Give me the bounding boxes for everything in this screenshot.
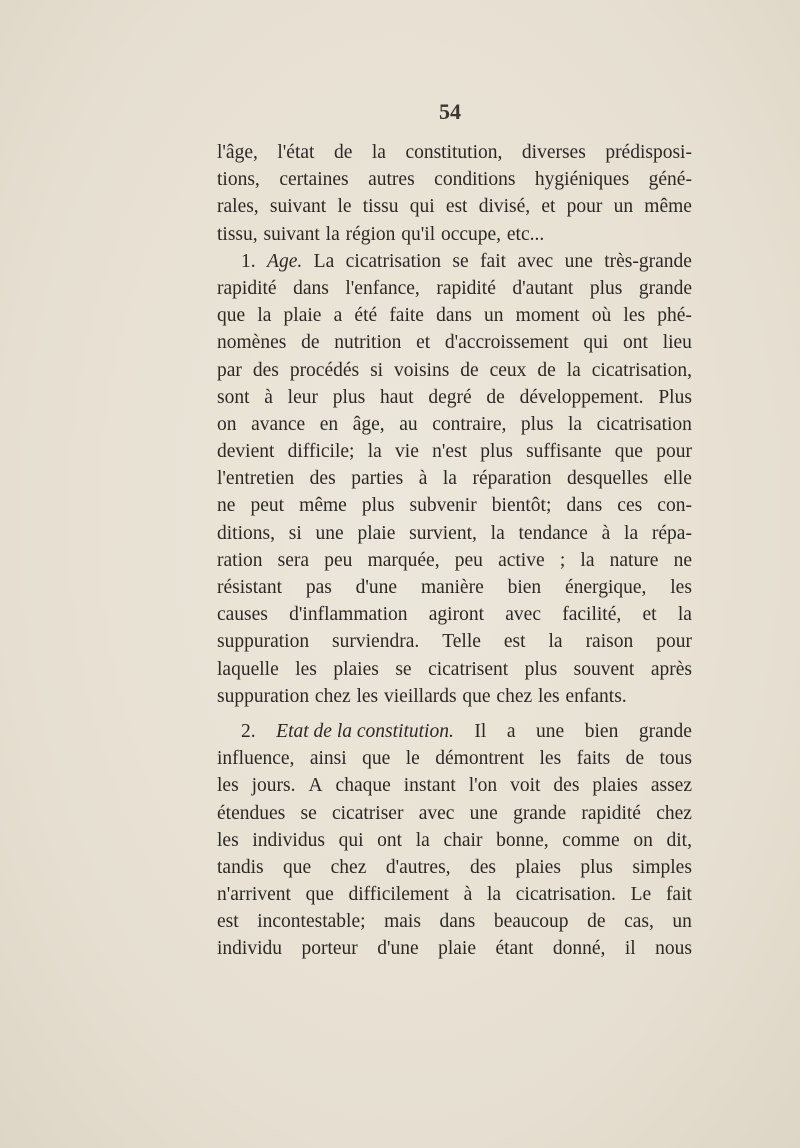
word: qui: [583, 332, 609, 354]
word: ces: [617, 495, 643, 517]
word: une: [536, 720, 565, 742]
word: dit,: [666, 829, 692, 851]
word: devient: [217, 441, 275, 463]
word: de: [587, 911, 606, 933]
word: nomènes: [217, 332, 287, 354]
word: des: [553, 775, 580, 797]
word: Le: [630, 884, 652, 906]
word: divisé,: [478, 196, 531, 218]
word: suivant: [269, 196, 327, 218]
word: cicatrisation: [596, 413, 692, 435]
word: à: [463, 884, 473, 906]
word: surviendra.: [332, 631, 420, 653]
text-line: [217, 854, 692, 881]
word: les: [537, 685, 560, 707]
word: degré: [428, 386, 472, 408]
word: Il: [474, 720, 487, 742]
text-line: [217, 745, 692, 772]
word: plus: [480, 441, 513, 463]
word: marquée,: [367, 549, 440, 571]
word: géné-: [648, 169, 692, 191]
page-number: 54: [439, 99, 461, 124]
word: individus: [252, 829, 325, 851]
word: avec: [505, 604, 541, 626]
word: grande: [513, 802, 567, 824]
word: si: [370, 359, 384, 381]
body-text: [217, 139, 692, 963]
text-line: [217, 411, 692, 438]
word: étendues: [217, 802, 286, 824]
text-line: [217, 656, 692, 683]
word: de: [537, 359, 556, 381]
word: chaque: [335, 775, 391, 797]
word: et: [642, 604, 657, 626]
word: est: [217, 911, 239, 933]
text-line: [217, 357, 692, 384]
word: et: [541, 196, 556, 218]
word: l'âge,: [217, 142, 258, 163]
word: agiront: [428, 604, 484, 626]
word: manière: [420, 577, 484, 598]
word: que: [614, 441, 643, 463]
word: cicatrisation.: [515, 884, 616, 906]
text-line: [217, 166, 692, 193]
word: rales,: [217, 196, 259, 218]
word: enfants.: [565, 685, 627, 707]
word: plus: [589, 277, 623, 299]
word: conditions: [434, 169, 516, 191]
word: raison: [585, 631, 634, 653]
word: l'entretien: [217, 468, 295, 490]
text-line: [217, 908, 692, 935]
word: cas,: [624, 911, 654, 933]
word: d'une: [377, 938, 419, 960]
word: réparation: [472, 468, 552, 490]
word: qu'il: [401, 223, 436, 245]
text-line: [217, 139, 692, 166]
word: occupe,: [440, 223, 502, 245]
word: ont: [623, 332, 648, 354]
text-line: [217, 574, 692, 601]
word: tissu,: [217, 223, 258, 245]
word: avec: [418, 802, 455, 824]
text-line: [217, 302, 692, 329]
word: on: [633, 829, 653, 851]
word: tendance: [518, 522, 588, 544]
word: ne: [217, 495, 236, 517]
word: la: [568, 413, 583, 435]
word: la: [371, 142, 386, 163]
text-line: [217, 683, 692, 710]
text-line: [217, 275, 692, 302]
word: survient,: [409, 522, 477, 544]
word: il: [624, 938, 636, 960]
word: lieu: [662, 332, 692, 354]
word: ne: [673, 549, 692, 571]
word: autres: [368, 169, 415, 191]
word: les: [217, 775, 239, 797]
word: plus: [520, 413, 554, 435]
word: et: [416, 332, 431, 354]
word: que: [362, 748, 391, 770]
word: de: [333, 142, 353, 163]
word: individu: [217, 938, 283, 960]
word: l'état: [277, 142, 315, 163]
text-line: [217, 800, 692, 827]
word: si: [288, 522, 302, 544]
word: de: [460, 359, 479, 381]
word: d'inflammation: [289, 604, 408, 626]
word: certaines: [279, 169, 349, 191]
word: incontestable;: [257, 911, 366, 933]
text-line: [217, 547, 692, 574]
word: prédisposi-: [605, 142, 692, 163]
word: nous: [655, 938, 692, 960]
word: moment: [515, 305, 580, 327]
word: on: [217, 413, 237, 435]
word: résistant: [217, 577, 282, 598]
word: causes: [217, 604, 268, 626]
word: à: [264, 386, 273, 408]
paragraph-gap: [217, 710, 692, 718]
text-line: [217, 438, 692, 465]
word: de: [486, 386, 505, 408]
word: laquelle: [217, 658, 279, 680]
word: rapidité: [217, 277, 277, 299]
word: bonne,: [496, 829, 549, 851]
word: dans: [436, 305, 472, 327]
word: très-grande: [604, 250, 692, 272]
word: faite: [389, 305, 424, 327]
word: plaies: [333, 658, 379, 680]
word: difficilement: [348, 884, 449, 906]
word: elle: [663, 468, 692, 490]
word: tandis: [217, 856, 264, 878]
word: suppuration: [217, 685, 310, 707]
word: ration: [217, 549, 263, 571]
word: est: [503, 631, 526, 653]
word: les: [356, 685, 379, 707]
word: un: [672, 911, 692, 933]
word: voit: [510, 775, 541, 797]
section-number: 2.: [241, 720, 256, 742]
word: grande: [638, 720, 692, 742]
word: cicatrisation,: [591, 359, 692, 381]
word: n'est: [432, 441, 468, 463]
word: La: [313, 250, 335, 272]
word: suivant: [263, 223, 320, 245]
word: desquelles: [567, 468, 649, 490]
word: la: [367, 441, 382, 463]
word: d'accroissement: [444, 332, 569, 354]
word: répa-: [651, 522, 692, 544]
word: ceux: [489, 359, 527, 381]
word: cicatrisation: [345, 250, 441, 272]
text-line: [217, 221, 692, 248]
word: facilité,: [562, 604, 622, 626]
text-line: [217, 718, 692, 745]
word: une: [469, 802, 498, 824]
word: suppuration: [217, 631, 310, 653]
word: au: [399, 413, 418, 435]
word: démontrent: [435, 748, 525, 770]
word: cicatrisent: [428, 658, 509, 680]
word: nutrition: [334, 332, 402, 354]
word: d'autant: [512, 277, 574, 299]
word: se: [300, 802, 317, 824]
text-line: [217, 384, 692, 411]
word: la: [486, 884, 502, 906]
word: suffisante: [526, 441, 602, 463]
word: de: [301, 332, 320, 354]
word: rapidité: [436, 277, 496, 299]
word: pour: [566, 196, 603, 218]
word: active: [498, 549, 545, 571]
word: tous: [659, 748, 692, 770]
word: nature: [609, 549, 659, 571]
word: après: [650, 658, 692, 680]
word: les: [539, 748, 562, 770]
word: assez: [650, 775, 692, 797]
word: pas: [305, 577, 332, 598]
text-line: [217, 935, 692, 962]
word: le: [405, 748, 420, 770]
word: influence,: [217, 748, 295, 770]
word: sont: [217, 386, 250, 408]
word: des: [469, 856, 496, 878]
word: n'arrivent: [217, 884, 291, 906]
word: la: [442, 468, 457, 490]
word: que: [283, 856, 312, 878]
word: d'autres,: [385, 856, 451, 878]
word: plaie: [283, 305, 322, 327]
word: des: [309, 468, 336, 490]
word: se: [395, 658, 412, 680]
word: la: [490, 522, 505, 544]
word: peut: [250, 495, 285, 517]
word: bien: [507, 577, 542, 598]
text-line: [217, 465, 692, 492]
word: vieillards: [384, 685, 457, 707]
word: la: [325, 223, 340, 245]
text-line: [217, 601, 692, 628]
word: comme: [562, 829, 620, 851]
word: l'on: [468, 775, 498, 797]
word: le: [337, 196, 352, 218]
word: à: [601, 522, 611, 544]
word: chez: [314, 685, 351, 707]
word: plus: [361, 495, 395, 517]
word: par: [217, 359, 242, 381]
word: plaies: [592, 775, 638, 797]
word: simples: [632, 856, 692, 878]
word: hygiéniques: [534, 169, 630, 191]
italic-heading: Age.: [267, 250, 303, 272]
text-line: [217, 248, 692, 275]
word: plus: [580, 856, 613, 878]
word: cicatriser: [331, 802, 404, 824]
word: pour: [656, 441, 692, 463]
word: les: [217, 829, 239, 851]
word: que: [305, 884, 334, 906]
section-number: 1.: [241, 250, 256, 272]
word: plaies: [515, 856, 561, 878]
word: en: [319, 413, 339, 435]
word: diverses: [521, 142, 586, 163]
text-line: [217, 772, 692, 799]
word: plus: [524, 658, 558, 680]
word: un: [484, 305, 504, 327]
word: la: [566, 359, 581, 381]
text-line: [217, 628, 692, 655]
word: fait: [480, 250, 507, 272]
word: la: [548, 631, 563, 653]
word: avance: [251, 413, 306, 435]
word: mais: [384, 911, 421, 933]
word: peu: [454, 549, 483, 571]
word: donné,: [552, 938, 606, 960]
word: ditions,: [217, 522, 275, 544]
word: chez: [496, 685, 533, 707]
word: à: [418, 468, 428, 490]
word: la: [257, 305, 272, 327]
word: subvenir: [409, 495, 477, 517]
word: qui: [409, 196, 435, 218]
text-line: [217, 881, 692, 908]
word: rapidité: [581, 802, 641, 824]
word: âge,: [352, 413, 385, 435]
word: Telle: [442, 631, 481, 653]
word: une: [315, 522, 344, 544]
word: Plus: [658, 386, 692, 408]
word: peu: [324, 549, 353, 571]
word: chez: [656, 802, 692, 824]
word: phé-: [657, 305, 692, 327]
word: ;: [559, 549, 566, 571]
word: développement.: [519, 386, 644, 408]
word: dans: [439, 911, 476, 933]
word: la: [677, 604, 692, 626]
word: la: [624, 522, 639, 544]
word: parties: [351, 468, 404, 490]
word: les: [295, 658, 317, 680]
word: faits: [576, 748, 611, 770]
word: dans: [293, 277, 329, 299]
word: où: [591, 305, 612, 327]
word: a: [506, 720, 516, 742]
word: constitution,: [405, 142, 503, 163]
word: région: [345, 223, 396, 245]
word: tions,: [217, 169, 260, 191]
word: procédés: [289, 359, 360, 381]
word: chez: [330, 856, 367, 878]
word: un: [613, 196, 634, 218]
word: grande: [638, 277, 692, 299]
word: bientôt;: [491, 495, 552, 517]
word: des: [252, 359, 279, 381]
word: est: [445, 196, 468, 218]
text-line: [217, 520, 692, 547]
word: a: [333, 305, 343, 327]
word: se: [452, 250, 469, 272]
text-line: [217, 329, 692, 356]
word: fait: [665, 884, 692, 906]
word: instant: [403, 775, 456, 797]
word: chair: [443, 829, 483, 851]
word: dans: [566, 495, 603, 517]
word: plaie: [357, 522, 396, 544]
word: porteur: [301, 938, 358, 960]
word: d'une: [355, 577, 398, 598]
word: été: [354, 305, 378, 327]
word: même: [299, 495, 347, 517]
word: contraire,: [432, 413, 507, 435]
word: pour: [656, 631, 692, 653]
word: étant: [495, 938, 534, 960]
word: que: [462, 685, 491, 707]
word: bien: [584, 720, 619, 742]
word: les: [670, 577, 692, 598]
word: difficile;: [287, 441, 355, 463]
word: vie: [395, 441, 419, 463]
word: plaie: [438, 938, 477, 960]
word: leur: [287, 386, 318, 408]
word: haut: [380, 386, 414, 408]
word: etc...: [506, 223, 545, 245]
word: voisins: [394, 359, 450, 381]
word: sera: [277, 549, 310, 571]
text-line: [217, 827, 692, 854]
word: que: [217, 305, 246, 327]
text-line: [217, 193, 692, 220]
word: énergique,: [565, 577, 647, 598]
word: avec: [517, 250, 554, 272]
word: une: [564, 250, 593, 272]
word: la: [580, 549, 595, 571]
word: beaucoup: [493, 911, 569, 933]
word: les: [623, 305, 646, 327]
word: ainsi: [309, 748, 347, 770]
word: de: [625, 748, 645, 770]
italic-heading: Etat de la constitution.: [276, 720, 454, 742]
word: qui: [338, 829, 364, 851]
word: la: [415, 829, 430, 851]
word: jours.: [251, 775, 296, 797]
word: A: [308, 775, 323, 797]
word: l'enfance,: [345, 277, 420, 299]
word: tissu: [362, 196, 399, 218]
word: ont: [377, 829, 403, 851]
word: souvent: [573, 658, 635, 680]
word: con-: [657, 495, 692, 517]
text-line: [217, 492, 692, 519]
word: même: [644, 196, 692, 218]
word: plus: [332, 386, 366, 408]
